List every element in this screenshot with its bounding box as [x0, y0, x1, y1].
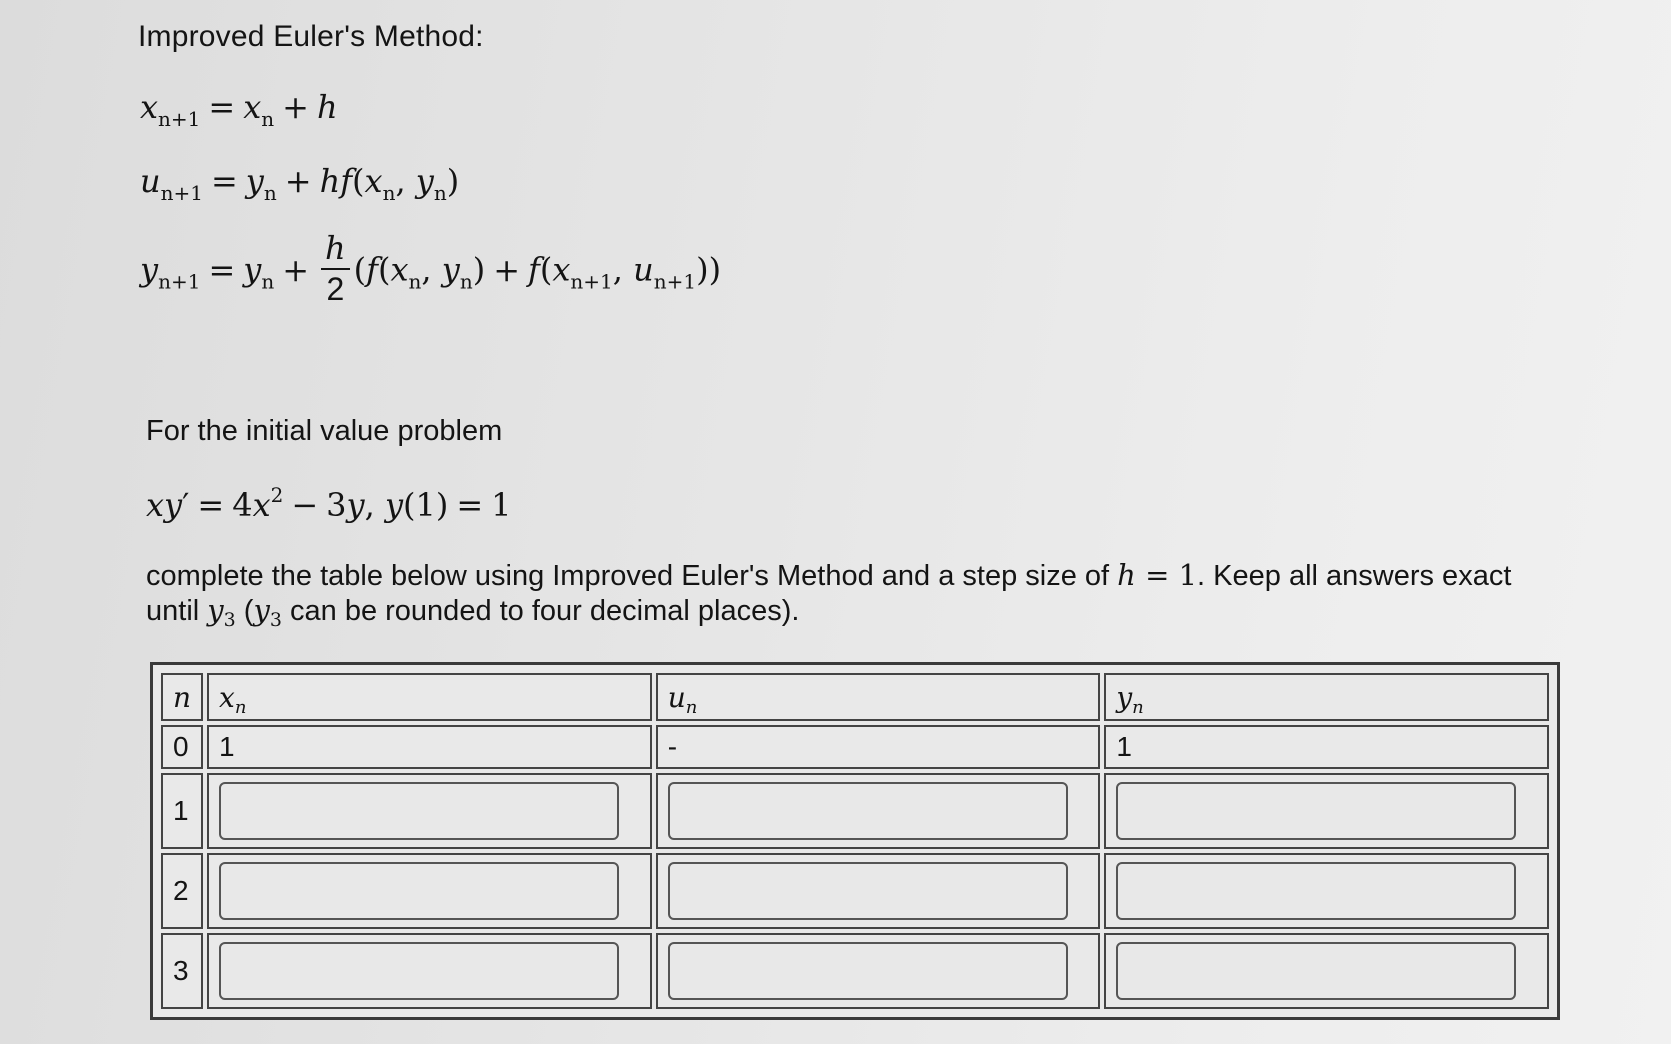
table-row: [161, 725, 1549, 769]
cell-x-3: [207, 933, 652, 1009]
step-size: h = 1: [1117, 558, 1198, 592]
instruction-part2: . Keep all answers exact until: [146, 560, 1512, 627]
y3-symbol: $y_3$: [207, 593, 236, 631]
table-row: [161, 853, 1549, 929]
header-y: $y_n$: [1104, 673, 1549, 721]
cell-x-1: [207, 773, 652, 849]
instruction-part3: can be rounded to four decimal places).: [290, 595, 800, 627]
table-row: [161, 933, 1549, 1009]
cell-y-1: [1104, 773, 1549, 849]
problem-intro: For the initial value problem: [146, 415, 503, 447]
u2-input[interactable]: [668, 862, 1068, 920]
page-title: Improved Euler's Method:: [138, 20, 484, 53]
instruction-part1: complete the table below using Improved Euler's Method and a step size of: [146, 560, 1110, 592]
formula-y-update: $y_{n+1} = y_n$ + $\frac{h}{2}$ ($f(x_n$, $y_n) + f(x_{n+1}$, $u_{n+1}$)): [140, 229, 722, 307]
table-row: [161, 773, 1549, 849]
cell-u-1: [656, 773, 1101, 849]
cell-x-0: 1: [207, 725, 652, 769]
x1-input[interactable]: [219, 782, 619, 840]
euler-table: [150, 662, 1560, 1020]
y3-symbol-2: $y_3$: [253, 593, 282, 631]
cell-u-2: [656, 853, 1101, 929]
cell-u-3: [656, 933, 1101, 1009]
u3-input[interactable]: [668, 942, 1068, 1000]
cell-x-2: [207, 853, 652, 929]
cell-n-3: 3: [161, 933, 203, 1009]
cell-n-1: 1: [161, 773, 203, 849]
y2-input[interactable]: [1116, 862, 1516, 920]
formula-u-update: $u_{n+1} = y_n + hf(x_n$, $y_n$): [140, 162, 460, 205]
cell-n-0: 0: [161, 725, 203, 769]
cell-y-3: [1104, 933, 1549, 1009]
cell-y-0: 1: [1104, 725, 1549, 769]
euler-table-grid: [157, 669, 1553, 1013]
header-n: n: [161, 673, 203, 721]
fraction-h-over-2: $\frac{h}{2}$: [321, 228, 350, 308]
cell-n-2: 2: [161, 853, 203, 929]
x2-input[interactable]: [219, 862, 619, 920]
header-u: $u_n$: [656, 673, 1101, 721]
initial-value-equation: $xy' = 4x^2 - 3y$, y(1) = 1: [146, 483, 512, 524]
u1-input[interactable]: [668, 782, 1068, 840]
table-header-row: [161, 673, 1549, 721]
x3-input[interactable]: [219, 942, 619, 1000]
instructions: complete the table below using Improved Euler's Method and a step size of h = 1. Keep all answers exact until $y_3$ ($y_3$ can be rounded to four decimal places).: [146, 558, 1512, 631]
header-x: $x_n$: [207, 673, 652, 721]
cell-u-0: -: [656, 725, 1101, 769]
formula-x-update: $x_{n+1} = x_n + h$: [140, 88, 338, 131]
y1-input[interactable]: [1116, 782, 1516, 840]
cell-y-2: [1104, 853, 1549, 929]
y3-input[interactable]: [1116, 942, 1516, 1000]
